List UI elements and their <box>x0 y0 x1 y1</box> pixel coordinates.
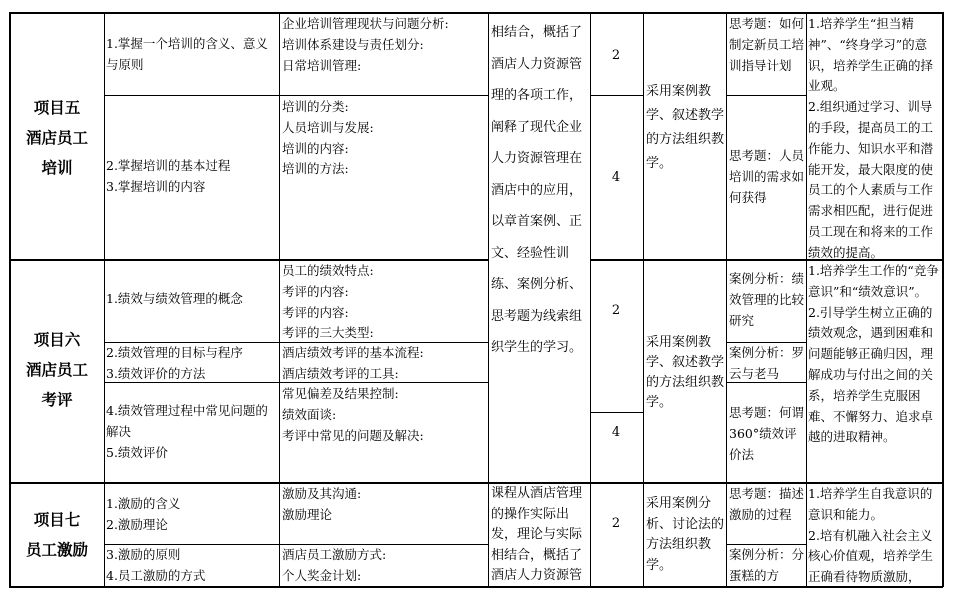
column-divider <box>488 12 489 587</box>
objective-cell: 1.激励的含义 2.激励理论 <box>106 496 181 532</box>
ideology-cell: 1.培养学生自我意识的意识和能力。 2.培有机融入社会主义核心价值观，培养学生正确看待物质激励， <box>808 486 934 585</box>
content-cell: 培训的分类: 人员培训与发展: 培训的内容: 培训的方法: <box>282 99 374 177</box>
column-divider <box>590 12 591 587</box>
thinking-cell: 思考题：描述激励的过程 <box>729 486 805 522</box>
content-cell: 常见偏差及结果控制: 绩效面谈: 考评中常见的问题及解决: <box>282 386 424 443</box>
teaching-approach-cell: 相结合，概括了酒店人力资源管理的各项工作，阐释了现代企业人力资源管理在酒店中的应用，以章首案例、正文、经验性训练、案例分析、思考题为线索组织学生的学习。 <box>491 25 583 355</box>
objective-cell: 4.绩效管理过程中常见问题的解决 5.绩效评价 <box>106 403 268 460</box>
row-divider <box>726 95 806 96</box>
hours-cell: 2 <box>611 303 621 318</box>
thinking-cell: 思考题：如何制定新员工培训指导计划 <box>729 16 805 73</box>
objective-cell: 1.掌握一个培训的含义、意义与原则 <box>106 36 268 72</box>
table-left-border <box>9 12 11 587</box>
method-cell: 采用案例分析、讨论法的方法组织教学。 <box>646 496 725 573</box>
content-cell: 酒店员工激励方式: 个人奖金计划: <box>282 547 387 583</box>
row-divider <box>590 95 643 96</box>
column-divider <box>104 12 105 587</box>
objective-cell: 3.激励的原则 4.员工激励的方式 <box>106 547 206 583</box>
table-right-border <box>942 12 944 587</box>
objective-cell: 2.绩效管理的目标与程序 3.绩效评价的方法 <box>106 345 243 381</box>
teaching-approach-cell: 课程从酒店管理的操作实际出发，理论与实际相结合，概括了酒店人力资源管 <box>491 486 583 583</box>
row-divider <box>590 412 643 413</box>
content-cell: 员工的绩效特点: 考评的内容: 考评的内容: 考评的三大类型: <box>282 263 374 341</box>
content-cell: 酒店绩效考评的基本流程: 酒店绩效考评的工具: <box>282 345 424 381</box>
row-divider <box>104 95 488 96</box>
thinking-cell: 案例分析：绩效管理的比较研究 <box>729 271 805 328</box>
method-cell: 采用案例教学、叙述教学的方法组织教学。 <box>646 84 725 171</box>
objective-cell: 1.绩效与绩效管理的概念 <box>106 291 243 306</box>
column-divider <box>643 12 644 587</box>
hours-cell: 4 <box>611 170 621 185</box>
project-title: 项目七 员工激励 <box>25 510 88 559</box>
thinking-cell: 思考题：人员培训的需求如何获得 <box>729 148 805 205</box>
ideology-cell: 1.培养学生工作的“竞争意识”和“绩效意识”。 2.引导学生树立正确的绩效观念，遇到困难和问题能够正确归因，理解成功与付出之间的关系，培养学生克服困难、不懈努力、追求卓越的进取精神。 <box>808 263 939 445</box>
thinking-cell: 案例分析：罗云与老马 <box>729 345 805 381</box>
project-title: 项目六 酒店员工 考评 <box>25 330 88 409</box>
column-divider <box>726 12 727 587</box>
objective-cell: 2.掌握培训的基本过程 3.掌握培训的内容 <box>106 158 231 194</box>
ideology-cell: 1.培养学生“担当精神”、“终身学习”的意识，培养学生正确的择业观。 2.组织通过学习、训导的手段，提高员工的工作能力、知识水平和潜能开发，最大限度的使员工的个人素质与工作需求相匹配，进行促进员工现在和将来的工作绩效的提高。 <box>808 16 934 260</box>
column-divider <box>279 12 280 587</box>
project-title: 项目五 酒店员工 培训 <box>25 98 88 177</box>
hours-cell: 4 <box>611 425 621 440</box>
thinking-cell: 案例分析：分蛋糕的方 <box>729 547 805 583</box>
column-divider <box>806 12 807 587</box>
hours-cell: 2 <box>611 516 621 531</box>
method-cell: 采用案例教学、叙述教学的方法组织教学。 <box>646 335 725 410</box>
content-cell: 激励及其沟通: 激励理论 <box>282 486 362 522</box>
thinking-cell: 思考题：何谓360°绩效评价法 <box>729 405 805 462</box>
content-cell: 企业培训管理现状与问题分析: 培训体系建设与责任划分: 日常培训管理: <box>282 16 449 73</box>
hours-cell: 2 <box>611 48 621 63</box>
